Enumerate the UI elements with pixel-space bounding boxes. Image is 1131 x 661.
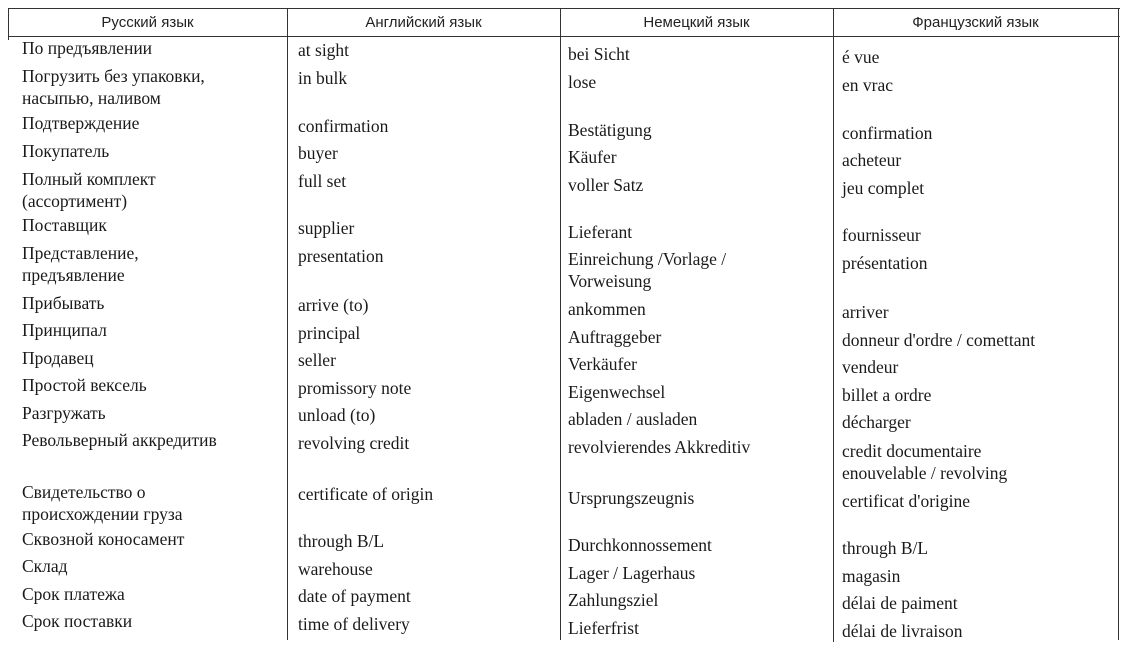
cell-french: présentation [842, 253, 928, 273]
cell-french: acheteur [842, 150, 902, 170]
cell-french: vendeur [842, 357, 899, 377]
cell-english: presentation [298, 246, 384, 266]
cell-french: billet a ordre [842, 385, 932, 405]
cell-english: buyer [298, 143, 338, 163]
cell-russian: Представление, предъявление [22, 243, 139, 285]
cell-english: principal [298, 323, 361, 343]
cell-english: promissory note [298, 378, 412, 398]
cell-english: time of delivery [298, 614, 410, 634]
cell-french: é vue [842, 47, 880, 67]
cell-german: lose [568, 72, 597, 92]
cell-german: ankommen [568, 299, 646, 319]
cell-russian: Продавец [22, 348, 94, 368]
cell-russian: Простой вексель [22, 375, 147, 395]
cell-german: Verkäufer [568, 354, 637, 374]
header-english: Английский язык [365, 14, 482, 31]
cell-russian: Поставщик [22, 215, 107, 235]
cell-russian: Погрузить без упаковки, насыпью, наливом [22, 66, 205, 108]
cell-german: Eigenwechsel [568, 382, 666, 402]
cell-german: Einreichung /Vorlage / Vorweisung [568, 249, 727, 291]
cell-russian: Срок платежа [22, 584, 125, 604]
cell-english: seller [298, 350, 336, 370]
cell-russian: Прибывать [22, 293, 105, 313]
cell-german: abladen / ausladen [568, 409, 698, 429]
cell-russian: Подтверждение [22, 113, 140, 133]
cell-russian: Разгружать [22, 403, 106, 423]
cell-english: unload (to) [298, 405, 376, 425]
column-divider [560, 8, 561, 640]
cell-russian: Свидетельство о происхождении груза [22, 482, 183, 524]
cell-german: voller Satz [568, 175, 644, 195]
header-german: Немецкий язык [643, 14, 750, 31]
cell-russian: Принципал [22, 320, 107, 340]
cell-french: through B/L [842, 538, 929, 558]
cell-english: warehouse [298, 559, 373, 579]
cell-german: Lieferant [568, 222, 633, 242]
cell-french: arriver [842, 302, 889, 322]
cell-russian: Револьверный аккредитив [22, 430, 217, 450]
cell-russian: По предъявлении [22, 38, 153, 58]
cell-english: at sight [298, 40, 350, 60]
cell-english: in bulk [298, 68, 348, 88]
cell-french: fournisseur [842, 225, 921, 245]
cell-french: délai de livraison [842, 621, 963, 641]
cell-german: Durchkonnossement [568, 535, 712, 555]
cell-english: full set [298, 171, 347, 191]
header-russian: Русский язык [101, 14, 194, 31]
cell-german: bei Sicht [568, 44, 630, 64]
cell-english: date of payment [298, 586, 411, 606]
cell-german: Käufer [568, 147, 617, 167]
cell-russian: Полный комплект (ассортимент) [22, 169, 156, 211]
cell-german: revolvierendes Akkreditiv [568, 437, 751, 457]
cell-french: donneur d'ordre / comettant [842, 330, 1036, 350]
cell-english: through B/L [298, 531, 385, 551]
cell-french: délai de paiment [842, 593, 958, 613]
cell-french: confirmation [842, 123, 933, 143]
cell-german: Ursprungszeugnis [568, 488, 695, 508]
cell-german: Auftraggeber [568, 327, 662, 347]
cell-french: magasin [842, 566, 901, 586]
column-divider [287, 8, 288, 640]
cell-russian: Срок поставки [22, 611, 133, 631]
cell-english: revolving credit [298, 433, 410, 453]
cell-russian: Покупатель [22, 141, 110, 161]
table-top-border [8, 8, 1120, 9]
cell-german: Lieferfrist [568, 618, 639, 638]
cell-russian: Сквозной коносамент [22, 529, 185, 549]
cell-french: credit documentaire enouvelable / revolving [842, 441, 1008, 483]
cell-english: certificate of origin [298, 484, 434, 504]
cell-english: confirmation [298, 116, 389, 136]
cell-french: jeu complet [842, 178, 925, 198]
column-divider [833, 8, 834, 642]
header-french: Французский язык [912, 14, 1039, 31]
cell-french: en vrac [842, 75, 894, 95]
cell-french: certificat d'origine [842, 491, 971, 511]
cell-english: supplier [298, 218, 355, 238]
cell-german: Bestätigung [568, 120, 652, 140]
cell-russian: Склад [22, 556, 68, 576]
cell-german: Lager / Lagerhaus [568, 563, 696, 583]
cell-english: arrive (to) [298, 295, 369, 315]
cell-french: décharger [842, 412, 911, 432]
cell-german: Zahlungsziel [568, 590, 659, 610]
